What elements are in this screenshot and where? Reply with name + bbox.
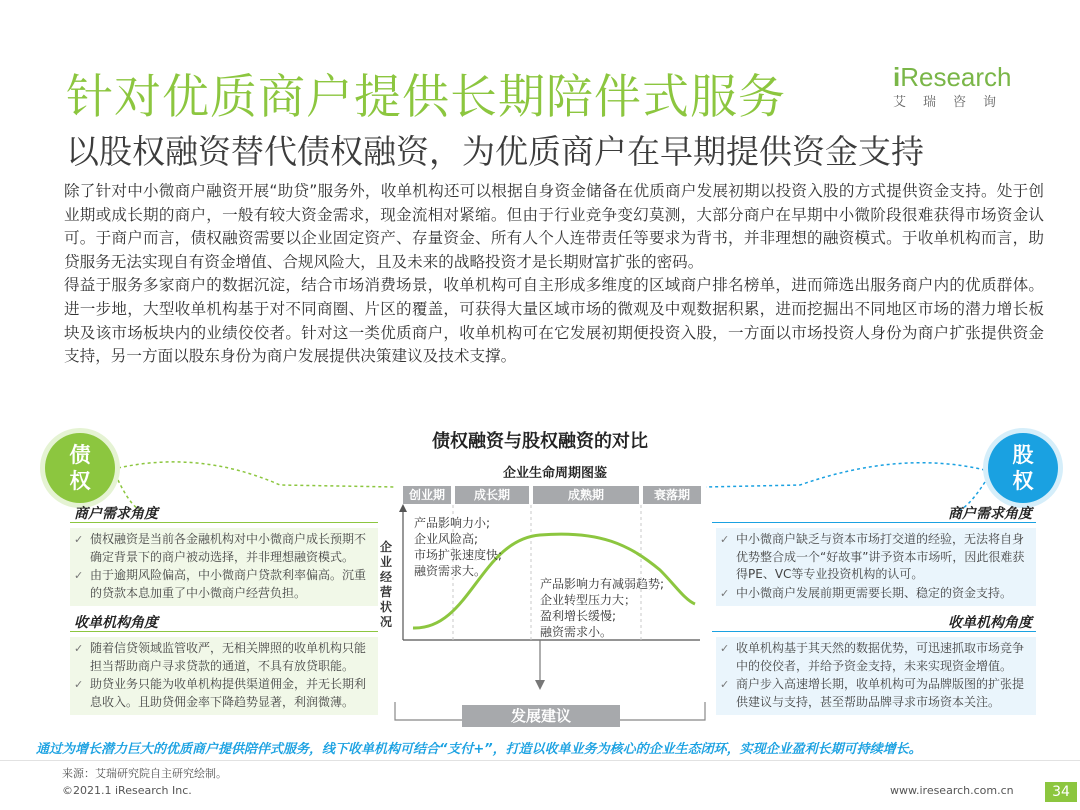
check-icon: ✓ (720, 586, 730, 600)
check-icon: ✓ (74, 678, 84, 692)
check-icon: ✓ (720, 642, 730, 655)
phase-mature: 成熟期 (533, 486, 639, 504)
list-item: ✓ 债权融资是当前各金融机构对中小微商户成长预期不确定背景下的商户被动选择，并非理想融资模式。 (74, 532, 367, 564)
list-item: ✓ 随着信贷领域监管收严，无相关牌照的收单机构只能担当帮助商户寻求贷款的通道，不具有放贷职能。 (74, 641, 367, 673)
right-merchant-divider (712, 522, 1036, 523)
phase-decline: 衰落期 (643, 486, 701, 504)
page-number: 34 (1045, 782, 1077, 802)
list-item: ✓ 中小微商户缺乏与资本市场打交道的经验，无法将自身优势整合成一个“好故事”讲予资本市场听，因此很难获得PE、VC等专业投资机构的认可。 (720, 532, 1025, 582)
logo-word: Research (900, 62, 1012, 92)
equity-label: 股权 (1012, 443, 1034, 493)
advice-label: 发展建议 (462, 705, 620, 727)
lifecycle-title: 企业生命周期图鉴 (502, 466, 607, 481)
down-arrow-icon (535, 680, 545, 690)
check-icon: ✓ (720, 678, 730, 692)
list-item: ✓ 商户步入高速增长期，收单机构可为品牌版图的扩张提供建议与支持，甚至帮助品牌寻求市场资本关注。 (720, 677, 1025, 709)
list-item: ✓ 中小微商户发展前期更需要长期、稳定的资金支持。 (720, 585, 1032, 603)
source-note: 来源：艾瑞研究院自主研究绘制。 (62, 767, 227, 780)
y-axis-label: 企业经营状况 (380, 540, 393, 629)
right-acquirer-divider (712, 631, 1036, 632)
diagram-title: 债权融资与股权融资的对比 (432, 431, 648, 452)
right-merchant-panel (716, 528, 1036, 606)
conclusion-banner: 通过为增长潜力巨大的优质商户提供陪伴式服务，线下收单机构可结合“支付+”，打造以收单业务为核心的企业生态闭环，实现企业盈利长期可持续增长。 (36, 742, 922, 757)
page-title: 针对优质商户提供长期陪伴式服务 (66, 70, 786, 125)
phase-growth: 成长期 (455, 486, 529, 504)
debt-label: 债权 (69, 443, 91, 493)
check-icon: ✓ (74, 533, 84, 546)
body-paragraph-2: 得益于服务多家商户的数据沉淀，结合市场消费场景，收单机构可自主形成多维度的区域商户排名榜单，进而筛选出服务商户内的优质群体。进一步地，大型收单机构基于对不同商圈、片区的覆盖，可获得大量区域市场的微观及中观数据积累，进而挖掘出不同地区市场的潜力增长板块及该市场板块内的业绩佼佼者。针对这一类优质商户，收单机构可在它发展初期便投资入股，一方面以市场投资人身份为商户扩张提供资金支持，另一方面以股东身份为商户发展提供决策建议及技术支撑。 (64, 276, 1044, 366)
footer-divider (0, 760, 1080, 761)
check-icon: ✓ (720, 533, 730, 546)
website: www.iresearch.com.cn (890, 784, 1014, 797)
right-acquirer-panel (716, 637, 1036, 715)
list-item: ✓ 收单机构基于其天然的数据优势，可迅速抓取市场竞争中的佼佼者，并给予资金支持，未来实现资金增值。 (720, 641, 1025, 673)
check-icon: ✓ (74, 569, 84, 583)
logo-cn: 艾瑞咨询 (893, 95, 1014, 110)
page-subtitle: 以股权融资替代债权融资，为优质商户在早期提供资金支持 (66, 132, 924, 171)
list-item: ✓ 助贷业务只能为收单机构提供渠道佣金，并无长期利息收入。且助贷佣金率下降趋势显著，利润微薄。 (74, 677, 367, 709)
phase-startup: 创业期 (403, 486, 451, 504)
left-acquirer-head: 收单机构角度 (74, 615, 158, 631)
y-axis-arrow (399, 504, 407, 512)
list-item: ✓ 由于逾期风险偏高，中小微商户贷款利率偏高。沉重的贷款本息加重了中小微商户经营负担。 (74, 568, 367, 600)
left-merchant-head: 商户需求角度 (74, 506, 158, 522)
right-acquirer-head: 收单机构角度 (948, 615, 1032, 631)
late-stage-text: 产品影响力有减弱趋势; 企业转型压力大； 盈利增长缓慢; 融资需求小。 (540, 577, 665, 639)
early-stage-text: 产品影响力小; 企业风险高; 市场扩张速度快; 融资需求大。 (414, 516, 503, 578)
copyright: ©2021.1 iResearch Inc. (62, 784, 192, 797)
body-paragraph-1: 除了针对中小微商户融资开展“助贷”服务外，收单机构还可以根据自身资金储备在优质商户发展初期以投资入股的方式提供资金支持。处于创业期或成长期的商户，一般有较大资金需求，现金流相对紧缩。但由于行业竞争变幻莫测，大部分商户在早期中小微阶段很难获得市场资金认可。于商户而言，债权融资需要以企业固定资产、存量资金、所有人个人连带责任等要求为背书，并非理想的融资模式。于收单机构而言，助贷服务无法实现自有资金增值、合规风险大，且及未来的战略投资才是长期财富扩张的密码。 (64, 182, 1044, 271)
logo-i: i (893, 62, 901, 92)
check-icon: ✓ (74, 642, 84, 655)
right-merchant-head: 商户需求角度 (948, 506, 1032, 522)
